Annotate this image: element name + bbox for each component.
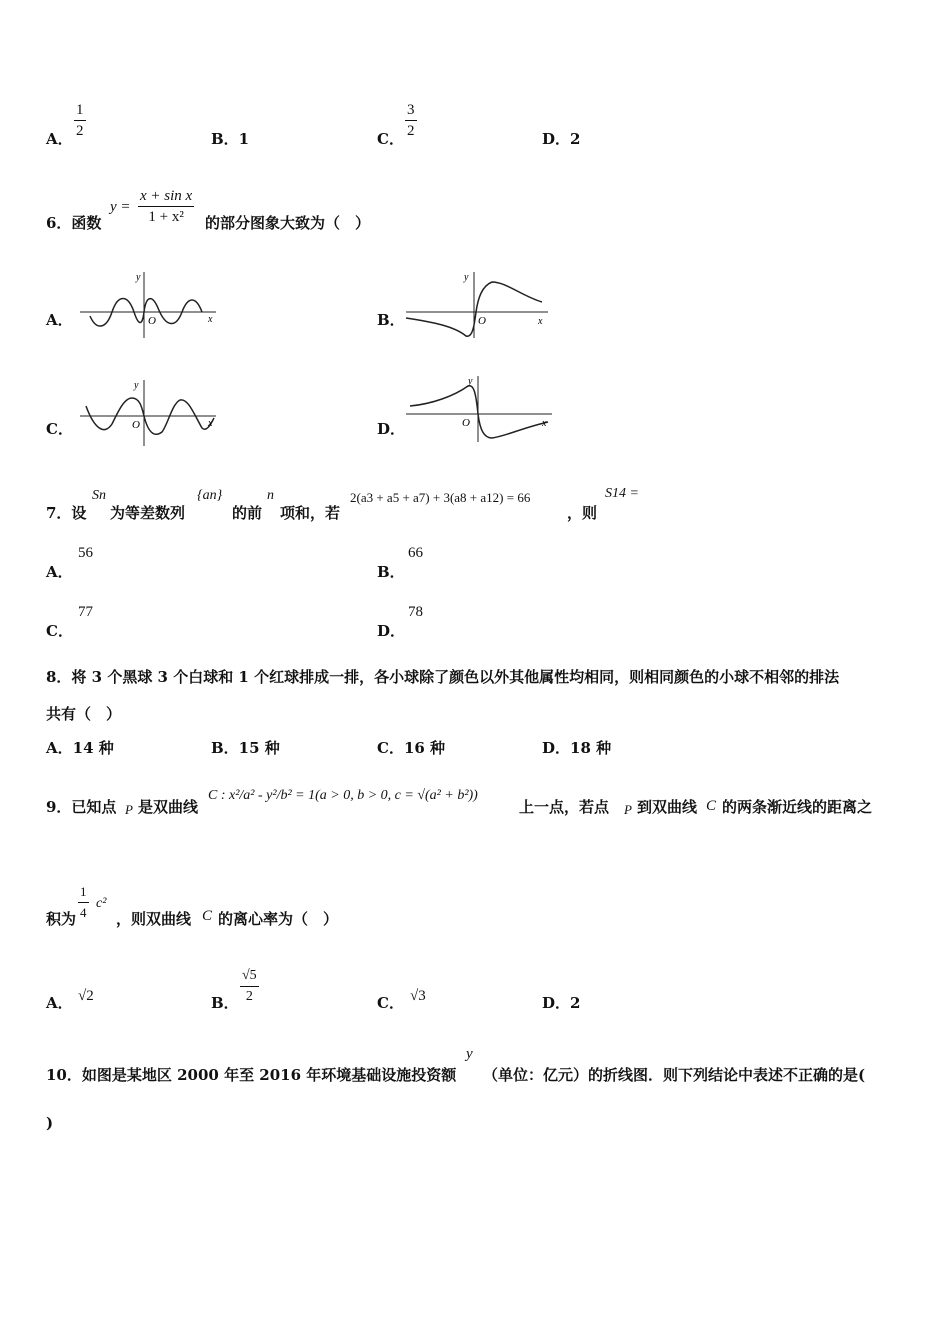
- q10-line-2: ): [46, 1114, 54, 1132]
- q6-graph-b-y-label: y: [464, 272, 469, 283]
- q6-graph-d-x-label: x: [542, 418, 547, 429]
- q9-option-c-value: √3: [410, 988, 426, 1004]
- q6-graph-b-x-label: x: [538, 316, 543, 327]
- q6-graph-d: [402, 372, 557, 444]
- q6-graph-a: [76, 268, 221, 340]
- q6-graph-b-origin: O: [478, 315, 486, 327]
- q7-text-3: 项和，若: [280, 504, 341, 522]
- q5-option-b: B．1: [211, 130, 250, 148]
- q9-point-p: P: [125, 802, 133, 817]
- q6-graph-a-origin: O: [148, 315, 156, 327]
- q9-option-a-value: √2: [78, 988, 94, 1004]
- q5-option-a-fraction: $\frac{1}{2}$: [76, 102, 84, 139]
- q7-text-4: ，则: [567, 504, 598, 522]
- q7-an: {an}: [197, 488, 223, 503]
- q9-text-2: 上一点，若点: [519, 798, 610, 816]
- q9-c-squared: c²: [96, 896, 107, 911]
- q10-prefix: 10．如图是某地区 2000 年至 2016 年环境基础设施投资额: [46, 1066, 457, 1084]
- q9-option-b-label: B．: [211, 994, 239, 1012]
- q6-graph-d-y-label: y: [468, 376, 473, 387]
- q6-prefix: 6．函数: [46, 214, 102, 232]
- q8-option-d: D．18 种: [542, 739, 612, 757]
- q6-graph-a-y-label: y: [136, 272, 141, 283]
- q9-option-d: D．2: [542, 994, 581, 1012]
- q5-option-a-label: A．: [46, 130, 73, 148]
- q6-option-b-label: B．: [377, 311, 405, 329]
- q6-option-a-label: A．: [46, 311, 73, 329]
- q6-graph-c-origin: O: [132, 419, 140, 431]
- q6-graph-b: [402, 268, 552, 340]
- q6-graph-d-origin: O: [462, 417, 470, 429]
- q9-curve-c: C: [706, 798, 717, 814]
- q7-s14: S14 =: [605, 486, 639, 501]
- q7-option-c-label: C．: [46, 622, 73, 640]
- q7-option-b-label: B．: [377, 563, 405, 581]
- q7-option-c-value: 77: [78, 604, 93, 620]
- q6-graph-c: [76, 376, 221, 448]
- q7-sn: Sn: [92, 488, 106, 503]
- q8-option-a: A．14 种: [46, 739, 114, 757]
- q6-graph-c-y-label: y: [134, 380, 139, 391]
- q8-line-1: 8．将 3 个黑球 3 个白球和 1 个红球排成一排，各小球除了颜色以外其他属性均相同，则相同颜色的小球不相邻的排法: [46, 668, 840, 686]
- q9-hyperbola-eq: C : x²/a² - y²/b² = 1(a > 0, b > 0, c = √(a² + b²)): [208, 788, 478, 803]
- q9-option-c-label: C．: [377, 994, 404, 1012]
- q9-prefix: 9．已知点: [46, 798, 117, 816]
- q7-condition: 2(a3 + a5 + a7) + 3(a8 + a12) = 66: [350, 490, 531, 505]
- q9-quarter-fraction: $\frac{1}{4}$: [80, 884, 87, 920]
- q8-option-b: B．15 种: [211, 739, 280, 757]
- q9-curve-c-2: C: [202, 908, 213, 924]
- q5-option-d: D．2: [542, 130, 581, 148]
- q7-text-2: 的前: [232, 504, 263, 522]
- q9-line-2-text-1: ，则双曲线: [116, 910, 192, 928]
- q10-y: y: [466, 1046, 473, 1062]
- q7-option-a-label: A．: [46, 563, 73, 581]
- q9-text-4: 的两条渐近线的距离之: [722, 798, 873, 816]
- q6-graph-a-x-label: x: [208, 314, 213, 325]
- q9-text-1: 是双曲线: [138, 798, 199, 816]
- q6-y-equals: y =: [110, 199, 131, 215]
- q8-option-c: C．16 种: [377, 739, 446, 757]
- q5-option-c-fraction: $\frac{3}{2}$: [407, 102, 415, 139]
- q9-line-2-prefix: 积为: [46, 910, 77, 928]
- q6-option-d-label: D．: [377, 420, 406, 438]
- q9-option-b-fraction: $\frac{√5}{2}$: [242, 968, 257, 1004]
- q7-option-d-value: 78: [408, 604, 423, 620]
- q10-suffix: （单位：亿元）的折线图．则下列结论中表述不正确的是(: [483, 1066, 866, 1084]
- q9-option-a-label: A．: [46, 994, 73, 1012]
- q9-text-3: 到双曲线: [637, 798, 698, 816]
- q8-line-2: 共有（ ）: [46, 705, 122, 723]
- q6-option-c-label: C．: [46, 420, 73, 438]
- q6-suffix: 的部分图象大致为（ ）: [205, 214, 371, 232]
- q6-function-fraction: $\frac{\text{x + sin x}}{\text{1 + x²}}$: [140, 188, 193, 225]
- q7-option-d-label: D．: [377, 622, 406, 640]
- q7-option-a-value: 56: [78, 545, 93, 561]
- q7-text-1: 为等差数列: [110, 504, 186, 522]
- q7-option-b-value: 66: [408, 545, 423, 561]
- q7-prefix: 7．设: [46, 504, 87, 522]
- q6-graph-c-x-label: x: [208, 418, 213, 429]
- q9-point-p-2: P: [624, 802, 632, 817]
- q9-line-2-text-2: 的离心率为（ ）: [218, 910, 339, 928]
- q7-n: n: [267, 488, 274, 503]
- q5-option-c-label: C．: [377, 130, 404, 148]
